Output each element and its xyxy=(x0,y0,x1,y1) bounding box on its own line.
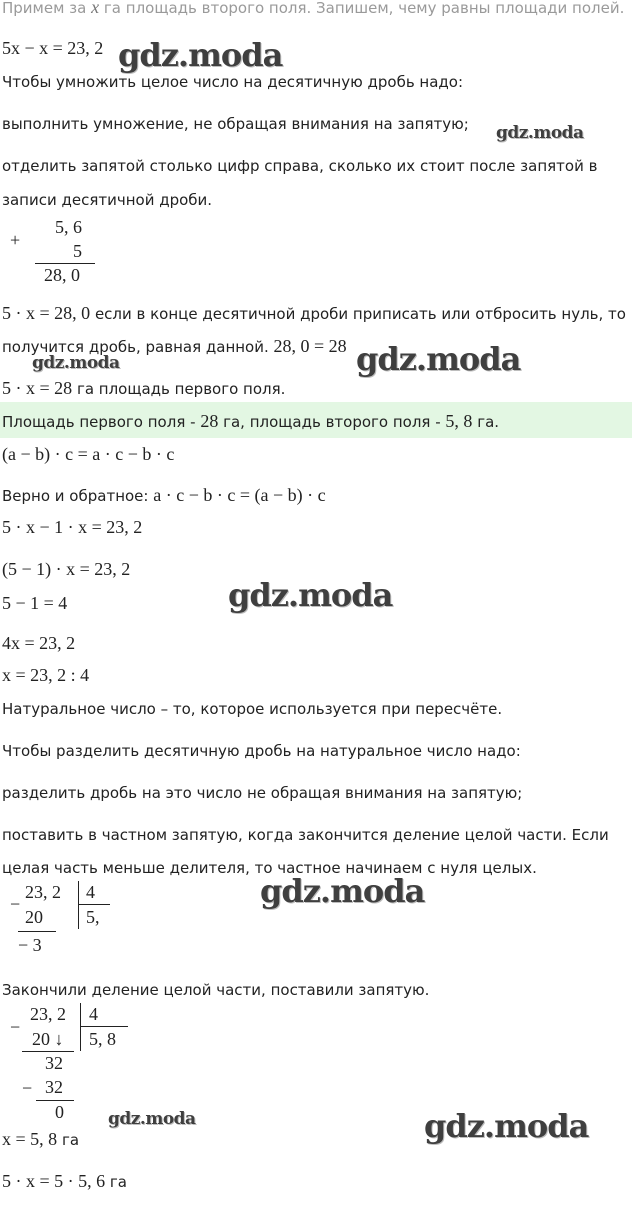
mult-bottom: 5 xyxy=(73,241,82,261)
div1-dividend: 23, 2 xyxy=(25,882,61,902)
answer-x xyxy=(2,1128,79,1151)
watermark-logo: gdz.moda xyxy=(118,36,283,74)
mult-top: 5, 6 xyxy=(55,217,82,237)
answer-product xyxy=(2,1170,127,1193)
zero-rule-text: если в конце десятичной дроби приписать или отбросить нуль, то xyxy=(94,305,626,323)
answer-value-2: 5, 8 xyxy=(445,411,473,431)
div2-dividend: 23, 2 xyxy=(30,1004,66,1024)
watermark-logo: gdz.moda xyxy=(424,1107,589,1145)
distributive-law: (a − b) · c = a · c − b · c xyxy=(2,444,175,464)
answer-part-3: га. xyxy=(477,413,500,431)
distributive-converse-text: Верно и обратное: xyxy=(2,487,149,505)
distributive-converse-math: a · c − b · c = (a − b) · c xyxy=(153,485,326,505)
answer-product-math: 5 · x = 5 · 5, 6 xyxy=(2,1171,106,1191)
div2-final-remainder: 0 xyxy=(55,1102,64,1122)
intro-text: Примем за xyxy=(2,0,87,17)
equation-5: 4x = 23, 2 xyxy=(2,633,76,653)
answer-part-1: Площадь первого поля - xyxy=(2,413,196,431)
natural-number-def: Натуральное число – то, которое используется при пересчёте. xyxy=(2,700,503,718)
div2-divisor-line xyxy=(80,1026,128,1027)
rule-multiply-heading: Чтобы умножить целое число на десятичную дробь надо: xyxy=(2,73,464,91)
div2-divisor: 4 xyxy=(89,1004,98,1024)
equation-2: 5 · x − 1 · x = 23, 2 xyxy=(2,517,143,537)
watermark-logo: gdz.moda xyxy=(32,353,120,373)
answer-x-math: x = 5, 8 xyxy=(2,1129,58,1149)
answer-product-unit: га xyxy=(109,1173,127,1191)
equation-1: 5x − x = 23, 2 xyxy=(2,38,104,58)
rule-divide-step-2: поставить в частном запятую, когда закончится деление целой части. Если xyxy=(2,826,609,844)
div1-divisor: 4 xyxy=(86,882,95,902)
div2-step-value: 32 xyxy=(45,1053,63,1073)
intro-var: x xyxy=(91,0,100,17)
equation-6: x = 23, 2 : 4 xyxy=(2,665,90,685)
intro-line xyxy=(2,0,624,19)
rule-multiply-step-1: выполнить умножение, не обращая внимания на запятую; xyxy=(2,115,469,133)
rule-divide-step-1: разделить дробь на это число не обращая внимания на запятую; xyxy=(2,784,523,802)
div1-vertical-line xyxy=(78,881,79,929)
rule-multiply-step-2: отделить запятой столько цифр справа, сколько их стоит после запятой в xyxy=(2,157,598,175)
first-field-math: 5 · x = 28 xyxy=(2,378,73,398)
watermark-logo: gdz.moda xyxy=(356,340,521,378)
watermark-logo: gdz.moda xyxy=(228,576,393,614)
intro-rest: га площадь второго поля. Запишем, чему равны площади полей. xyxy=(103,0,625,17)
line-zero-rule xyxy=(2,302,626,325)
div2-minus-2: − xyxy=(22,1078,33,1098)
equation-4: 5 − 1 = 4 xyxy=(2,593,68,613)
div1-divisor-line xyxy=(78,904,110,905)
zero-rule-cont-text: получится дробь, равная данной. xyxy=(2,338,269,356)
div2-quotient: 5, 8 xyxy=(89,1029,116,1049)
div2-step-sub: 32 xyxy=(45,1077,63,1097)
rule-multiply-step-2-cont: записи десятичной дроби. xyxy=(2,191,213,209)
zero-rule-math: 5 · x = 28, 0 xyxy=(2,303,91,323)
zero-rule-cont-math: 28, 0 = 28 xyxy=(273,336,347,356)
division-note: Закончили деление целой части, поставили запятую. xyxy=(2,981,430,999)
mult-sign: + xyxy=(10,230,21,250)
answer-value-1: 28 xyxy=(200,411,219,431)
rule-divide-step-2-cont: целая часть меньше делителя, то частное начинаем с нуля целых. xyxy=(2,859,537,877)
mult-result: 28, 0 xyxy=(44,265,80,285)
distributive-converse xyxy=(2,484,326,507)
div1-subtrahend: 20 xyxy=(25,907,43,927)
answer-part-2: га, площадь второго поля - xyxy=(223,413,441,431)
rule-divide-heading: Чтобы разделить десятичную дробь на натуральное число надо: xyxy=(2,742,521,760)
div1-remainder: − 3 xyxy=(18,935,42,955)
div2-minus: − xyxy=(10,1017,21,1037)
answer-line xyxy=(2,410,499,433)
answer-x-unit: га xyxy=(61,1131,80,1149)
div2-subtrahend: 20 ↓ xyxy=(32,1029,64,1049)
div1-sub-line xyxy=(18,931,56,932)
div1-quotient: 5, xyxy=(86,907,100,927)
line-first-field xyxy=(2,377,285,400)
div2-vertical-line xyxy=(80,1003,81,1051)
div1-minus: − xyxy=(10,894,21,914)
watermark-logo: gdz.moda xyxy=(260,872,425,910)
equation-3: (5 − 1) · x = 23, 2 xyxy=(2,559,131,579)
first-field-text: га площадь первого поля. xyxy=(76,380,286,398)
watermark-logo: gdz.moda xyxy=(108,1109,196,1129)
watermark-logo: gdz.moda xyxy=(496,123,584,143)
